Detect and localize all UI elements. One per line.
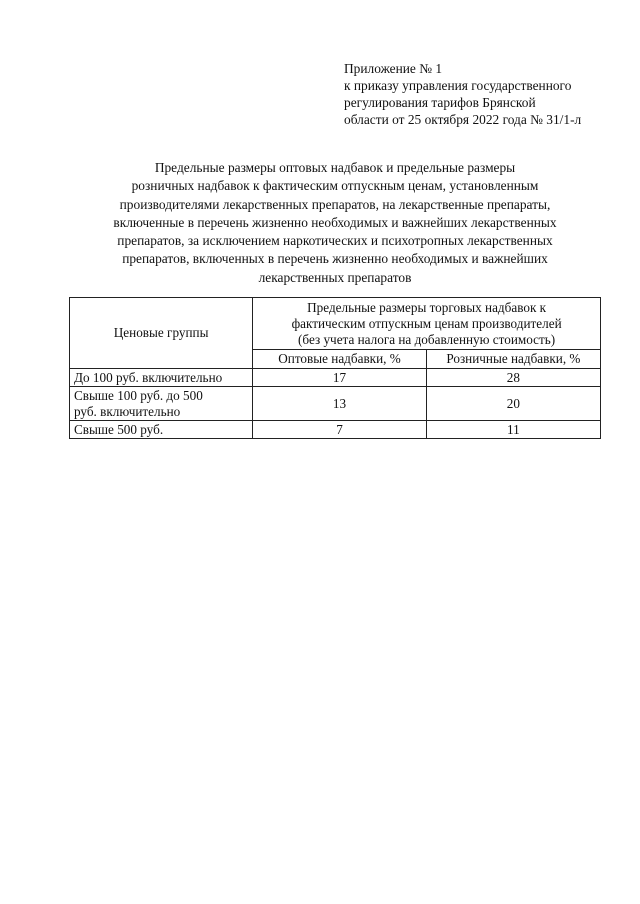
wholesale-cell: 7: [253, 421, 427, 439]
header-limits-line: (без учета налога на добавленную стоимость): [298, 331, 556, 347]
title-line: розничных надбавок к фактическим отпускным ценам, установленным: [131, 178, 539, 194]
header-limits-line: фактическим отпускным ценам производителей: [291, 315, 562, 331]
retail-cell: 28: [426, 369, 600, 387]
appendix-line: регулирования тарифов Брянской: [344, 95, 536, 110]
price-group-line: До 100 руб. включительно: [74, 369, 223, 385]
retail-cell: 11: [426, 421, 600, 439]
price-group-cell: [70, 387, 253, 421]
price-group-cell: [70, 421, 253, 439]
appendix-reference: [344, 60, 624, 128]
table-row: [70, 421, 601, 439]
markup-table: [69, 297, 601, 439]
price-group-cell: [70, 369, 253, 387]
header-retail: Розничные надбавки, %: [426, 350, 600, 369]
retail-cell: 20: [426, 387, 600, 421]
appendix-line: области от 25 октября 2022 года № 31/1-л: [344, 112, 582, 127]
table-row: [70, 369, 601, 387]
title-line: лекарственных препаратов: [258, 269, 412, 285]
price-group-line: Свыше 500 руб.: [74, 421, 164, 437]
title-line: производителями лекарственных препаратов, на лекарственные препараты,: [119, 196, 551, 212]
title-line: Предельные размеры оптовых надбавок и предельные размеры: [154, 160, 516, 175]
title-line: препаратов, включенных в перечень жизненно необходимых и важнейших: [122, 251, 548, 267]
price-group-line: руб. включительно: [74, 403, 181, 419]
appendix-line: к приказу управления государственного: [344, 78, 572, 93]
header-limits-line: Предельные размеры торговых надбавок к: [307, 299, 547, 315]
header-price-groups: Ценовые группы: [70, 298, 253, 369]
header-wholesale: Оптовые надбавки, %: [253, 350, 427, 369]
appendix-line: Приложение № 1: [344, 61, 443, 76]
title-line: препаратов, за исключением наркотических и психотропных лекарственных: [117, 233, 553, 249]
table-row: [70, 387, 601, 421]
table-header-row: [70, 298, 601, 350]
header-markup-limits: [253, 298, 601, 350]
document-title: [70, 159, 600, 287]
title-line: включенные в перечень жизненно необходимых и важнейших лекарственных: [113, 214, 557, 230]
wholesale-cell: 13: [253, 387, 427, 421]
wholesale-cell: 17: [253, 369, 427, 387]
price-group-line: Свыше 100 руб. до 500: [74, 387, 203, 403]
